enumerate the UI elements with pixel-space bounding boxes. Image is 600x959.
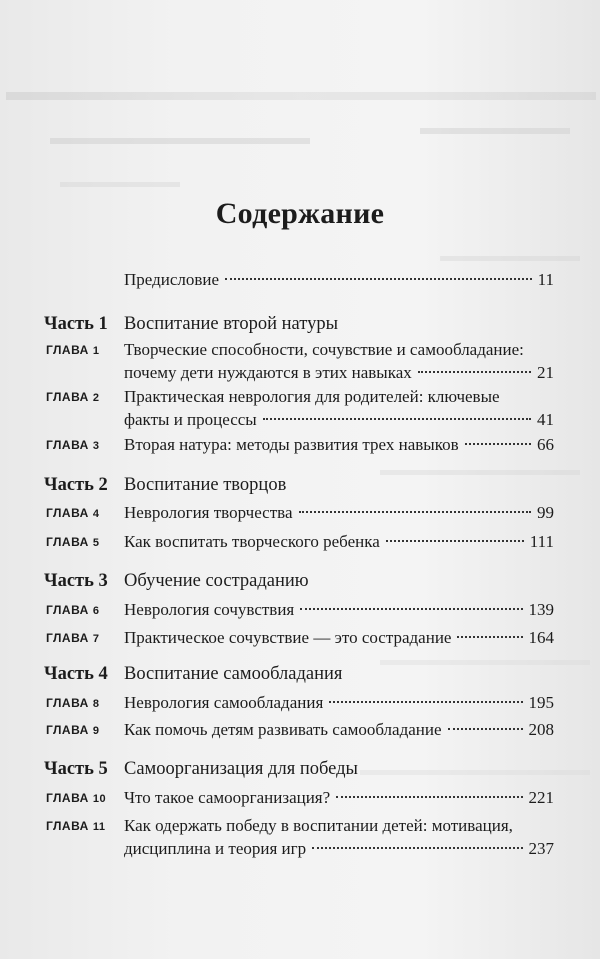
toc-entry-title-line: Что такое самоорганизация?: [124, 788, 331, 807]
toc-entry-title-line: дисциплина и теория игр: [124, 839, 307, 858]
toc-entry-title-line: Практическое сочувствие — это сострадание: [124, 628, 452, 647]
dot-leader: [448, 727, 523, 730]
dot-leader: [225, 277, 532, 280]
chapter-label: ГЛАВА 3: [46, 438, 100, 452]
chapter-label: ГЛАВА 7: [46, 631, 100, 645]
toc-page-number: 195: [528, 693, 554, 712]
toc-entry-title-line: Неврология сочувствия: [124, 600, 295, 619]
dot-leader: [457, 635, 522, 638]
dot-leader: [263, 417, 531, 420]
bleed-through-line: [50, 138, 310, 144]
chapter-label: ГЛАВА 6: [46, 603, 100, 617]
chapter-label: ГЛАВА 8: [46, 696, 100, 710]
toc-page-number: 66: [537, 435, 554, 454]
part-label: Часть 5: [44, 759, 108, 779]
toc-entry-title-line: Творческие способности, сочувствие и самообладание:: [124, 340, 524, 359]
part-title: Воспитание творцов: [124, 475, 287, 495]
chapter-label: ГЛАВА 1: [46, 343, 100, 357]
toc-page-number: 41: [537, 410, 554, 429]
toc-entry-chapter-3: [124, 433, 554, 456]
toc-entry-title-line: Неврология самообладания: [124, 693, 324, 712]
chapter-label: ГЛАВА 11: [46, 819, 106, 833]
chapter-label: ГЛАВА 5: [46, 535, 100, 549]
toc-entry-title-line: Неврология творчества: [124, 503, 293, 522]
part-label: Часть 2: [44, 475, 108, 495]
part-title: Самоорганизация для победы: [124, 759, 358, 779]
toc-entry-title-line: Вторая натура: методы развития трех навыков: [124, 435, 459, 454]
toc-entry-chapter-9: [124, 718, 554, 741]
page-title: Содержание: [215, 197, 385, 230]
bleed-through-line: [380, 470, 580, 475]
toc-entry-chapter-5: [124, 530, 554, 553]
toc-entry-preface: [124, 268, 554, 291]
bleed-through-line: [6, 92, 596, 100]
bleed-through-line: [360, 770, 590, 775]
bleed-through-line: [380, 660, 590, 665]
chapter-label: ГЛАВА 4: [46, 506, 100, 520]
dot-leader: [329, 700, 522, 703]
dot-leader: [336, 795, 522, 798]
chapter-label: ГЛАВА 2: [46, 390, 100, 404]
part-title: Воспитание самообладания: [124, 664, 343, 684]
toc-page-number: 99: [537, 503, 554, 522]
bleed-through-line: [420, 128, 570, 134]
toc-page-number: 111: [529, 532, 554, 551]
chapter-label: ГЛАВА 9: [46, 723, 100, 737]
toc-entry-title-line: Как воспитать творческого ребенка: [124, 532, 380, 551]
part-title: Обучение состраданию: [124, 571, 309, 591]
toc-page-number: 21: [537, 363, 554, 382]
toc-entry-title: Предисловие: [124, 270, 220, 289]
bleed-through-line: [60, 182, 180, 187]
toc-page-number: 237: [528, 839, 554, 858]
toc-entry-title-line: Практическая неврология для родителей: ключевые: [124, 387, 500, 406]
part-label: Часть 4: [44, 664, 108, 684]
toc-page-number: 221: [528, 788, 554, 807]
dot-leader: [386, 539, 524, 542]
toc-page-number: 139: [528, 600, 554, 619]
part-label: Часть 3: [44, 571, 108, 591]
bleed-through-line: [440, 256, 580, 261]
toc-entry-chapter-8: [124, 691, 554, 714]
toc-page-number: 164: [528, 628, 554, 647]
toc-entry-chapter-11: [124, 814, 554, 860]
part-label: Часть 1: [44, 314, 108, 334]
chapter-label: ГЛАВА 10: [46, 791, 107, 805]
toc-page-number: 208: [528, 720, 554, 739]
part-title: Воспитание второй натуры: [124, 314, 339, 334]
toc-page-number: 11: [537, 270, 554, 289]
dot-leader: [300, 607, 522, 610]
toc-entry-chapter-7: [124, 626, 554, 649]
toc-entry-chapter-6: [124, 598, 554, 621]
toc-entry-title-line: Как помочь детям развивать самообладание: [124, 720, 442, 739]
toc-entry-chapter-10: [124, 786, 554, 809]
toc-entry-title-line: Как одержать победу в воспитании детей: мотивация,: [124, 816, 513, 835]
dot-leader: [418, 370, 531, 373]
dot-leader: [312, 846, 522, 849]
dot-leader: [465, 442, 531, 445]
toc-entry-title-line: почему дети нуждаются в этих навыках: [124, 363, 412, 382]
toc-entry-chapter-2: [124, 385, 554, 431]
toc-entry-chapter-1: [124, 338, 554, 384]
dot-leader: [299, 510, 531, 513]
toc-entry-title-line: факты и процессы: [124, 410, 257, 429]
toc-entry-chapter-4: [124, 501, 554, 524]
